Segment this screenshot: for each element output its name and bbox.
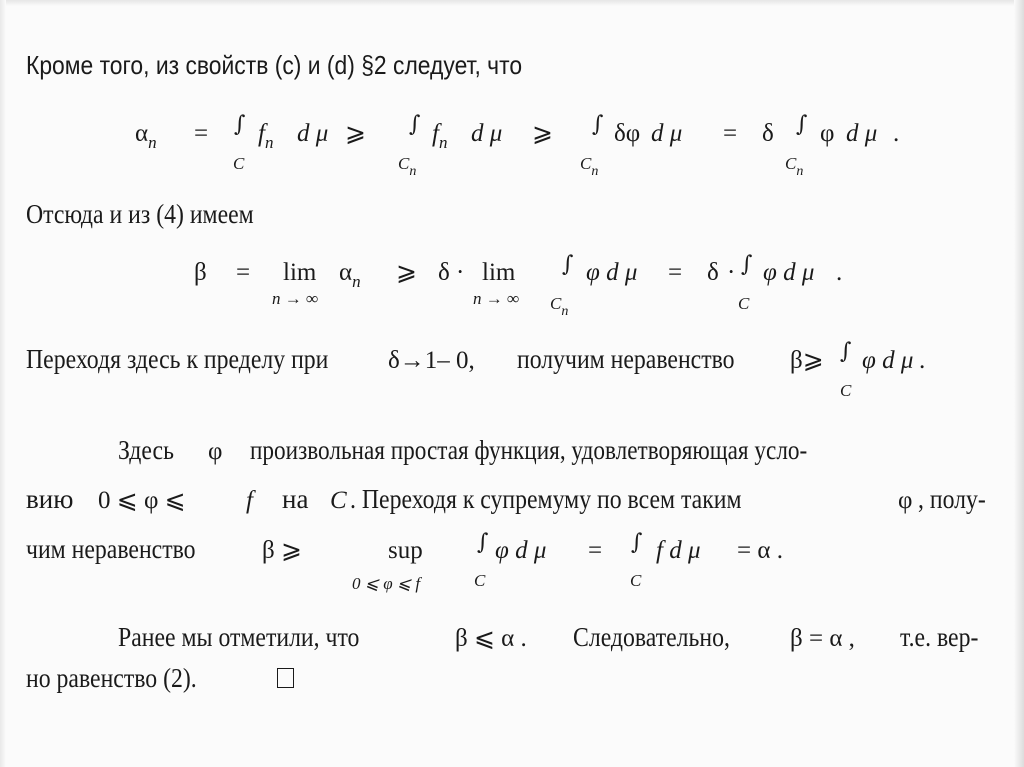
qed-square-icon: [277, 668, 294, 688]
slide-top-edge: [0, 0, 1024, 6]
slide: Кроме того, из свойств (c) и (d) §2 следует, что $\alpha_n$ = ∫ C $f_n$ d μ ⩾ ∫ $C_n$ $f_n$ d μ ⩾ ∫ $C_n$ δφ d μ = δ ∫ $C_n$ φ d μ . Отсюда и из (4) имеем β = lim n → ∞ $\alpha_n$ ⩾ δ · lim n → ∞ ∫ $C_n$ φ d μ = δ · ∫ C φ d μ . Переходя здесь к пределу при δ→1– 0, получим неравенство β⩾ ∫ C φ d μ . Здесь φ произвольная простая функция, удовлетворяющая усло- вию 0 ⩽ φ ⩽ f на C . Переходя к супремуму по всем таким φ , полу- чим неравенство β ⩾ sup 0 ⩽ φ ⩽ f ∫ C φ d μ = ∫ C f d μ = α . Ранее мы отметили, что β ⩽ α . Следовательно, β = α , т.е. вер- но равенство (2).: [0, 0, 1024, 767]
slide-left-edge: [0, 0, 6, 767]
intro-text: Кроме того, из свойств (c) и (d) §2 следует, что: [26, 50, 523, 80]
text-otsyuda: Отсюда и из (4) имеем: [26, 199, 254, 229]
slide-right-edge: [1014, 0, 1024, 767]
